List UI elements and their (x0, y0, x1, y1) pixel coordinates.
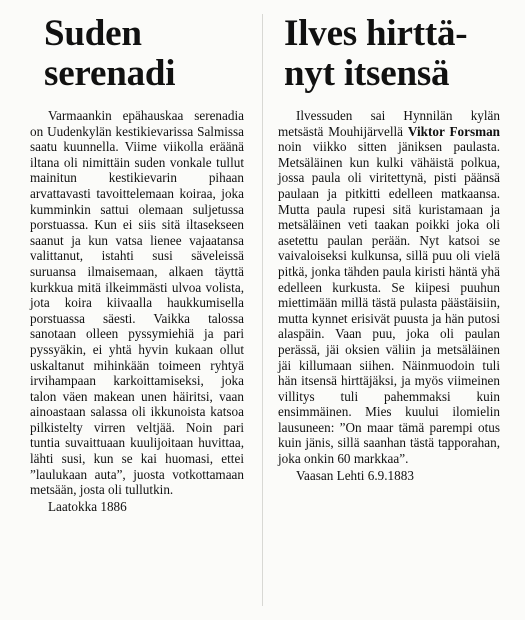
article-paragraph: Varmaankin epähauskaa serenadia on Uudenkylän kestikievarissa Salmissa saatu kuunnella. Viime viikolla eräänä iltana oli nimittäin suden vonkale tullut mainitun kestikievarin pihaan arvattavasti tavoittelemaan koiraa, joka kumminkin sattui olemaan suljetussa porstuassa. Kun ei siis sitä iltasekseen saanut ja kun vatsa lienee vajaatansa valittanut, istahti susi säveleissä suruansa ilmaisemaan, alkaen täyttä kurkkua mitä ilkeimmästi ulvoa volista, jota koira kiivaalla haukkumisella porstuassa säesti. Vaikka talossa sanotaan olleen pyssymiehiä ja pari pyssyäkin, ei yhtä hyvin kukaan ollut uskaltanut mihinkään toimeen ryhtyä irvihampaan karkoittamiseksi, joka talon väen makean unen häiritsi, vaan ainoastaan salassa oli ikkunoista katsoa pilkistelty virren veltjää. Noin pari tuntia suvaittuaan kuulijoitaan huvittaa, lähti susi, kun se kai huomasi, ettei ”laulukaan auta”, juosta votkottamaan metsään, josta oli tullutkin. (30, 108, 244, 498)
title-line-1: Suden (44, 13, 142, 54)
article-source: Laatokka 1886 (48, 498, 127, 514)
body-text-rest: noin viikko sitten jäniksen paulasta. Metsäläinen kun kulki vähäistä polkua, jossa paula oli viritettynä, pisti päänsä paulaan ja pitkitti edelleen matkaansa. Mutta paula rupesi sitä kuristamaan ja metsäläinen veti taakan poikki joka oli asetettu paulan perään. Nyt katsoi se vaivaloiseksi kulkunsa, sillä puu oli vielä pitkä, jonka tähden paula kiristi häntä yhä edelleen kurkusta. Se kiipesi puuhun miettimään millä tästä pulasta päästäisiin, mutta kynnet erisivät puusta ja hän putosi alaspäin. Vaan puu, joka oli paulan perässä, jäi oksien väliin ja metsäläinen jäi killumaan siihen. Näinmuodoin tuli hän itsensä hirttäjäksi, ja myös viimeinen villitys tuli pahemmaksi kuin ensimmäinen. Mies kuului ilomielin lausuneen: ”On maar tämä parempi otus kuin jänis, sillä saanhan tästä tapporahan, joka onkin 60 markkaa”. (278, 139, 500, 467)
article-body (278, 108, 500, 467)
title-line-2: nyt itsensä (284, 53, 450, 94)
title-line-2: serenadi (44, 53, 176, 94)
title-line-1: Ilves hirttä- (284, 13, 468, 54)
article-suden-serenadi (30, 14, 244, 514)
body-text-start: Ilvessuden sai Hynnilän kylän metsästä Mouhijärvellä (278, 108, 500, 139)
article-source: Vaasan Lehti 6.9.1883 (296, 467, 414, 483)
article-title (284, 14, 500, 94)
article-title (44, 14, 244, 94)
column-divider (262, 14, 263, 606)
article-body (30, 108, 244, 498)
article-ilves-hirttanyt (278, 14, 500, 483)
article-paragraph (278, 108, 500, 467)
person-name: Viktor Forsman (407, 123, 500, 139)
